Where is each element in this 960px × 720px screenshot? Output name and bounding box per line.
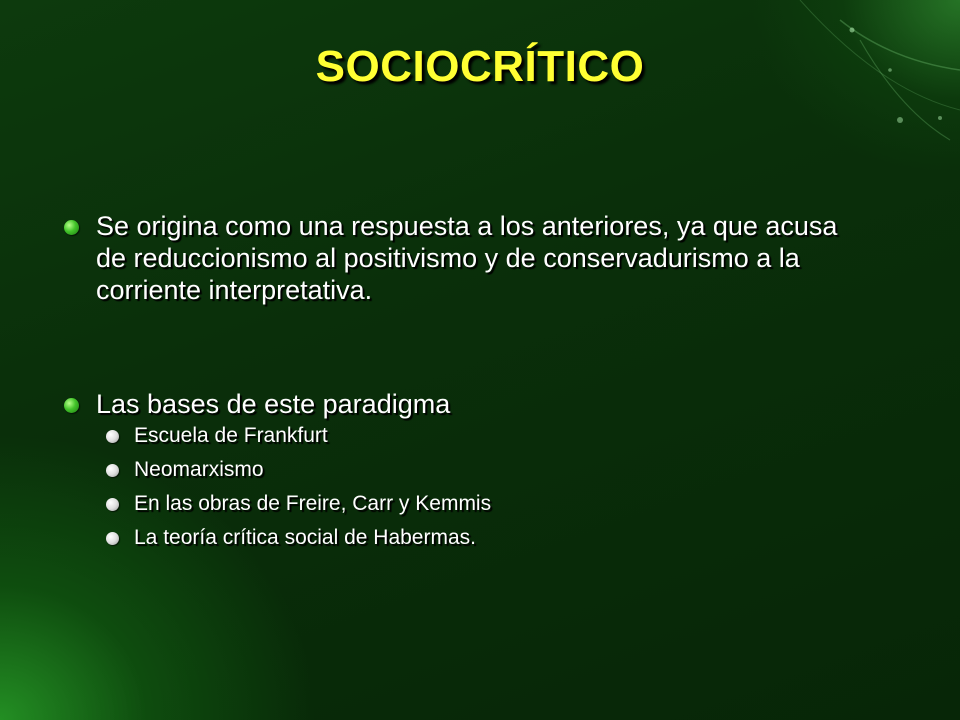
decorative-dot (938, 116, 942, 120)
sub-bullet-dot-icon (106, 464, 119, 477)
bullet-item-bases (60, 388, 860, 550)
sub-bullet-text: En las obras de Freire, Carr y Kemmis (134, 492, 492, 515)
bullet-item-origin (60, 210, 860, 306)
slide-content (60, 210, 860, 560)
slide-title: SOCIOCRÍTICO (315, 42, 645, 91)
bullet-text: Las bases de este paradigma (96, 389, 451, 419)
sub-bullet-dot-icon (106, 498, 119, 511)
sub-bullet-item (100, 458, 860, 482)
sub-bullet-item (100, 492, 860, 516)
bullet-dot-icon (64, 220, 79, 235)
sub-bullet-text: La teoría crítica social de Habermas. (134, 526, 476, 549)
sub-bullet-dot-icon (106, 430, 119, 443)
sub-bullet-text: Escuela de Frankfurt (134, 424, 328, 447)
sub-bullet-item (100, 526, 860, 550)
decorative-dot (897, 117, 903, 123)
sub-bullet-list (100, 424, 860, 550)
sub-bullet-dot-icon (106, 532, 119, 545)
sub-bullet-item (100, 424, 860, 448)
sub-bullet-text: Neomarxismo (134, 458, 264, 481)
bullet-text: Se origina como una respuesta a los anteriores, ya que acusa de reduccionismo al positivismo y de conservadurismo a la corriente interpretativa. (96, 211, 838, 305)
decorative-dot (850, 28, 855, 33)
bullet-dot-icon (64, 398, 79, 413)
